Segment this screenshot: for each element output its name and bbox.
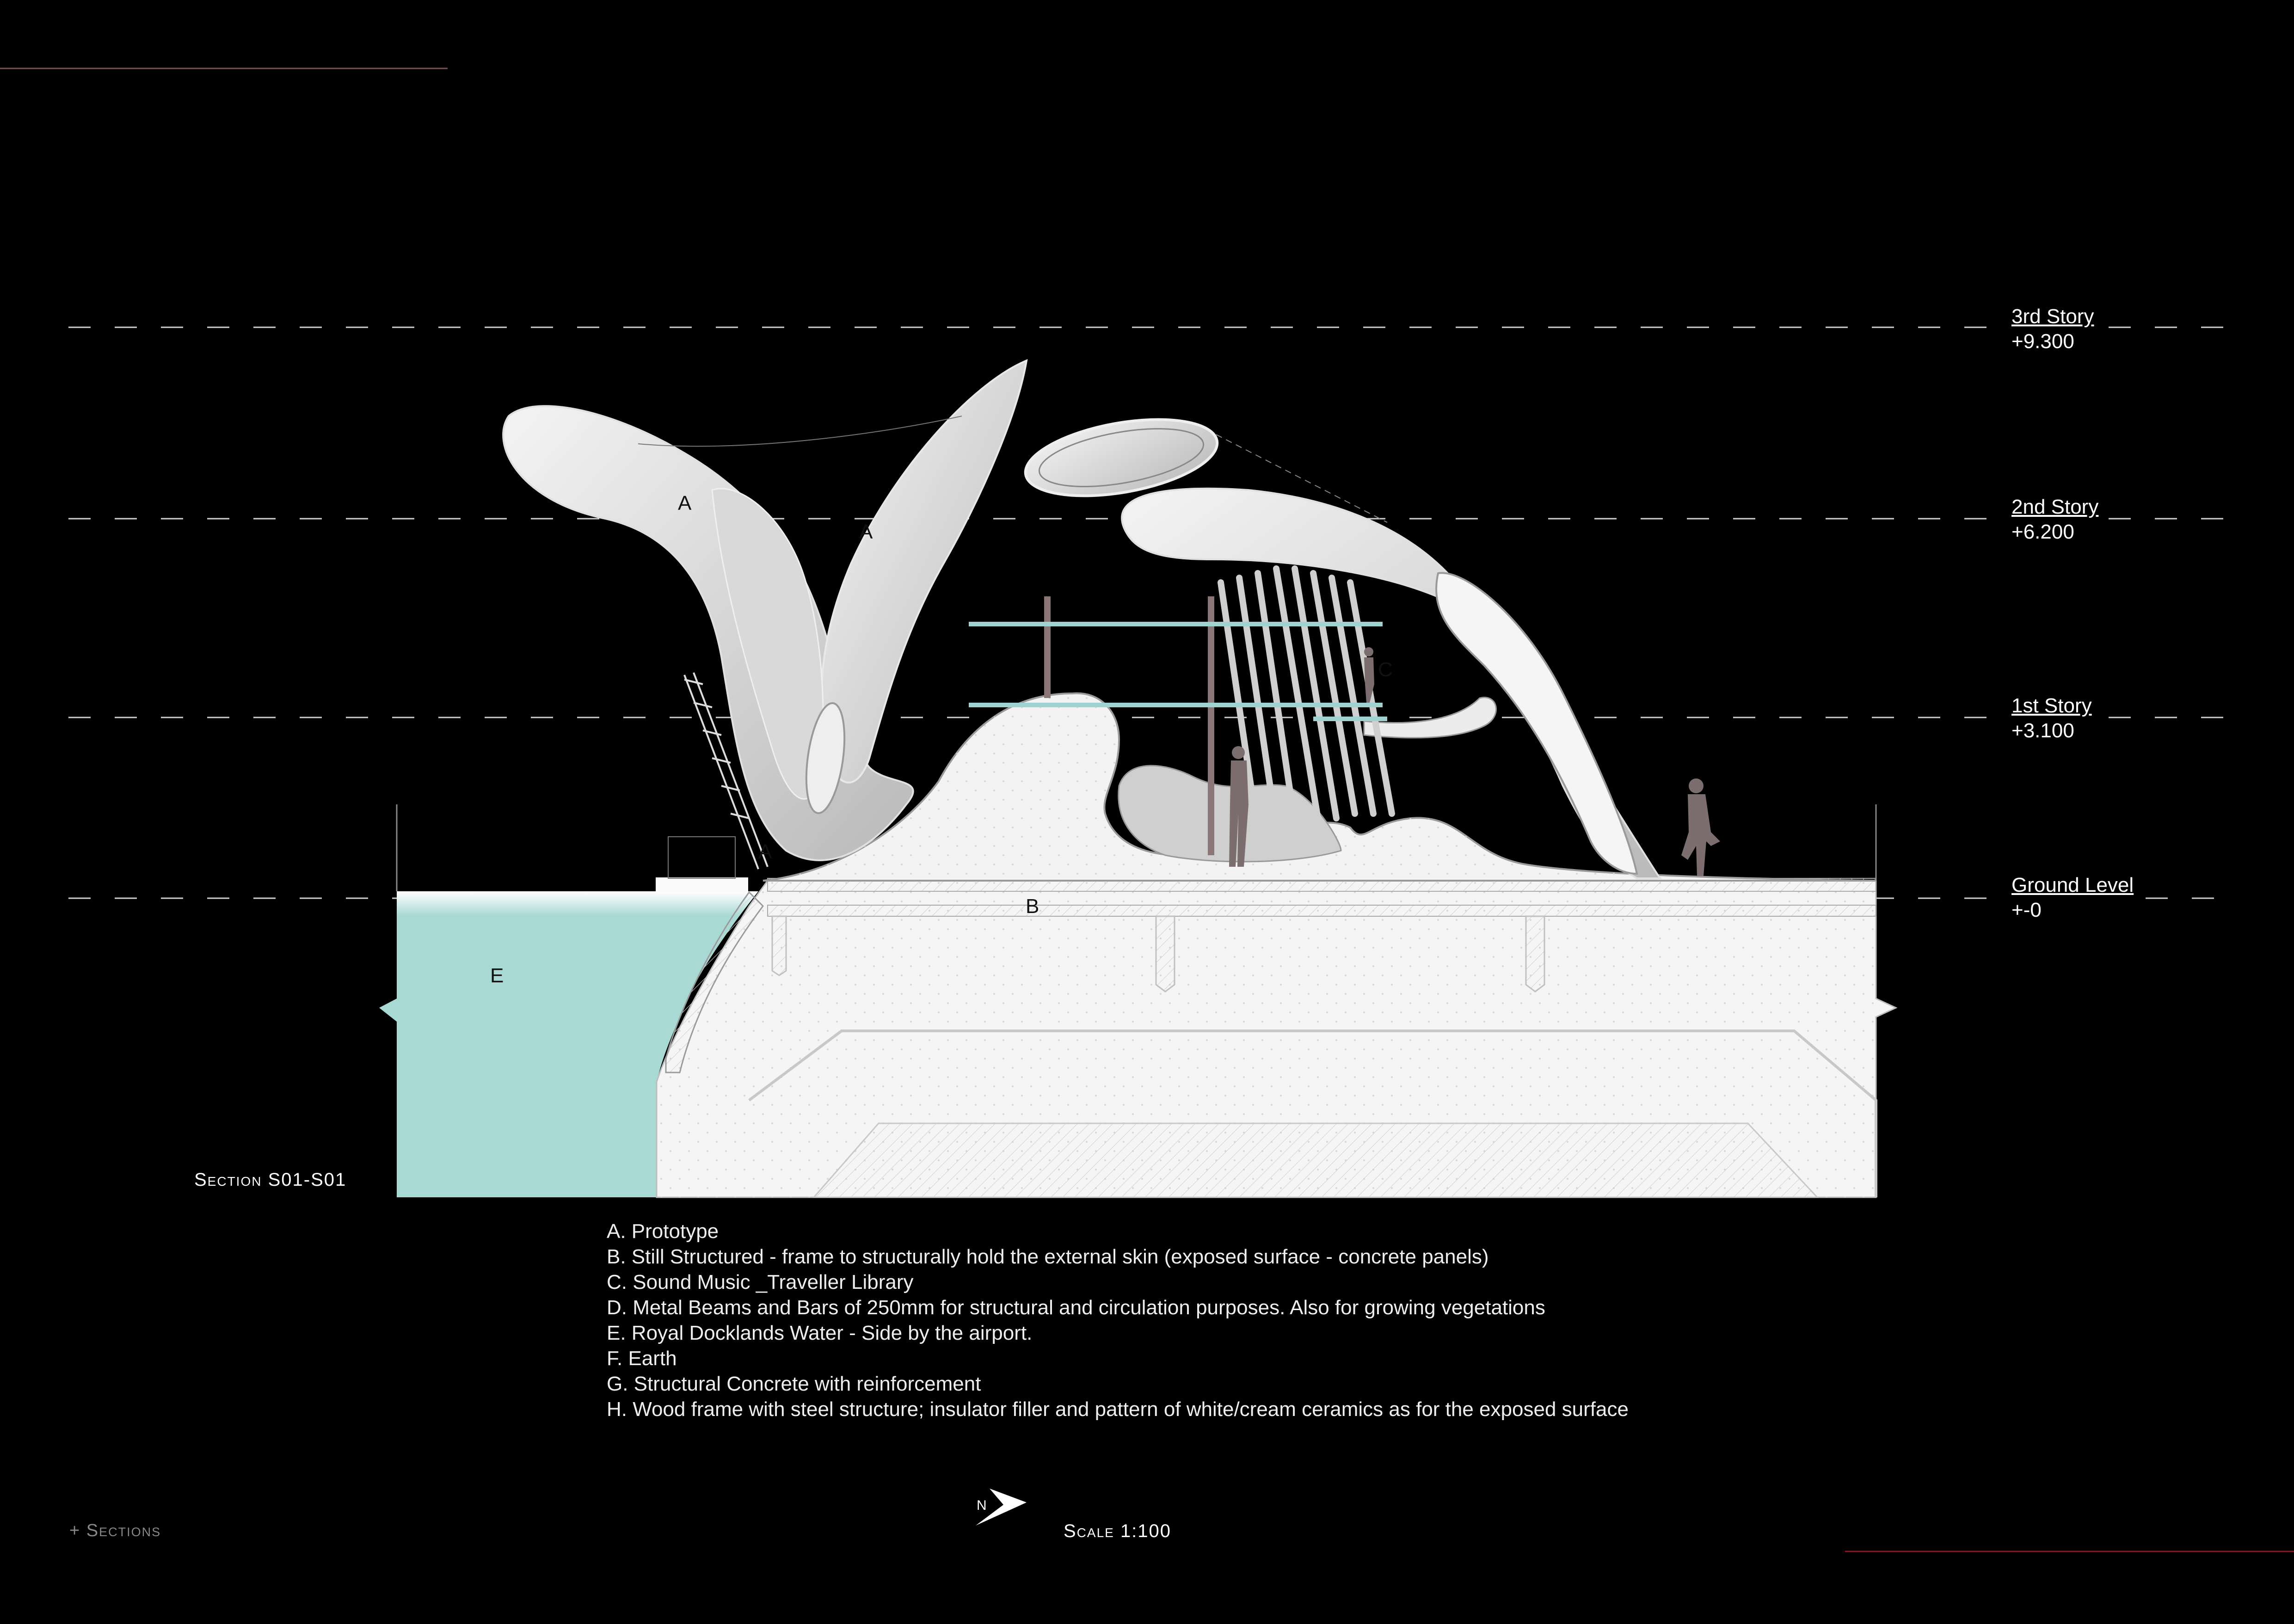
- level-elevation: +-0: [2011, 899, 2042, 921]
- tag-a-petal: A: [678, 492, 692, 515]
- legend-item: C. Sound Music _Traveller Library: [607, 1271, 914, 1293]
- quay-block: [656, 877, 748, 892]
- slab-beam: [768, 905, 1876, 916]
- tag-c: C: [1378, 658, 1393, 681]
- legend: [607, 1219, 1629, 1422]
- legend-item: F. Earth: [607, 1347, 677, 1370]
- level-ground: [2011, 873, 2134, 923]
- level-1st-story: [2011, 693, 2092, 743]
- level-name: 1st Story: [2011, 694, 2092, 717]
- tag-e: E: [490, 964, 504, 987]
- legend-item: B. Still Structured - frame to structurally hold the external skin (exposed surface - concrete panels): [607, 1245, 1489, 1268]
- legend-item: H. Wood frame with steel structure; insulator filler and pattern of white/cream ceramics as for the exposed surface: [607, 1398, 1629, 1421]
- legend-item: A. Prototype: [607, 1220, 719, 1243]
- scale-label: Scale 1:100: [1064, 1521, 1172, 1541]
- legend-item: G. Structural Concrete with reinforcement: [607, 1373, 981, 1395]
- foundation-hatch: [814, 1123, 1817, 1197]
- level-name: 2nd Story: [2011, 496, 2099, 518]
- level-elevation: +3.100: [2011, 719, 2074, 742]
- tag-a-blade: A: [859, 521, 873, 543]
- legend-item: D. Metal Beams and Bars of 250mm for structural and circulation purposes. Also for growing vegetations: [607, 1296, 1545, 1319]
- legend-item: E. Royal Docklands Water - Side by the airport.: [607, 1322, 1033, 1344]
- tag-a-base: A: [758, 840, 772, 863]
- tag-b: B: [1026, 895, 1039, 918]
- section-title: Section S01-S01: [194, 1170, 347, 1190]
- person-right: [1681, 778, 1720, 876]
- level-2nd-story: [2011, 495, 2098, 545]
- north-label: N: [977, 1498, 987, 1513]
- level-elevation: +6.200: [2011, 521, 2074, 543]
- level-3rd-story: [2011, 304, 2094, 354]
- level-elevation: +9.300: [2011, 330, 2074, 353]
- railing-box: [668, 837, 735, 878]
- level-name: 3rd Story: [2011, 305, 2094, 328]
- tension-cable: [638, 416, 962, 446]
- footer-sections: + Sections: [69, 1521, 161, 1540]
- level-name: Ground Level: [2011, 874, 2134, 896]
